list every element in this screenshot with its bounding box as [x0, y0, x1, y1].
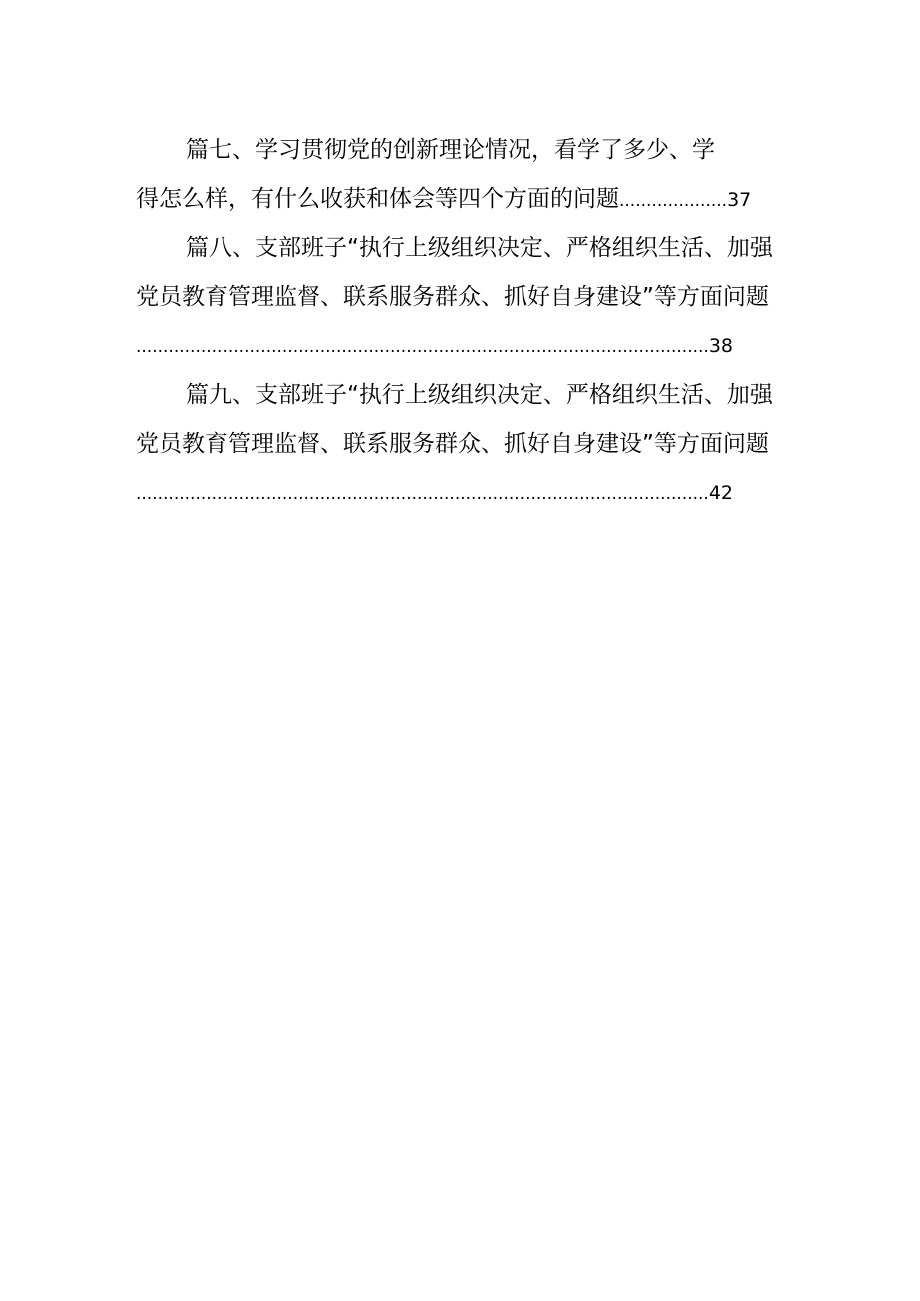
toc-leader-line — [136, 322, 786, 371]
toc-page-number: 37 — [727, 189, 752, 211]
toc-page-number: 38 — [708, 335, 733, 357]
toc-leader-line — [136, 469, 786, 518]
toc-entry-title-line-1: 篇九、支部班子“执行上级组织决定、严格组织生活、加强 — [186, 382, 773, 408]
toc-entry-title-text: 得怎么样，有什么收获和体会等四个方面的问题 — [136, 186, 619, 212]
toc-dot-leader: .......................................................................................................... — [136, 484, 709, 504]
toc-entry-7[interactable] — [136, 126, 786, 224]
table-of-contents — [136, 126, 786, 518]
toc-entry-title-line-2 — [136, 175, 786, 224]
toc-entry-title-line-2: 党员教育管理监督、联系服务群众、抓好自身建设”等方面问题 — [136, 431, 769, 457]
toc-entry-8[interactable] — [136, 224, 786, 371]
toc-dot-leader: .................... — [619, 191, 728, 211]
toc-page-number: 42 — [708, 482, 733, 504]
toc-entry-title-line-1: 篇八、支部班子“执行上级组织决定、严格组织生活、加强 — [186, 235, 773, 261]
toc-entry-9[interactable] — [136, 371, 786, 518]
toc-dot-leader: .......................................................................................................... — [136, 337, 709, 357]
toc-entry-title-line-1: 篇七、学习贯彻党的创新理论情况，看学了多少、学 — [186, 137, 715, 163]
toc-entry-title-line-2: 党员教育管理监督、联系服务群众、抓好自身建设”等方面问题 — [136, 284, 769, 310]
